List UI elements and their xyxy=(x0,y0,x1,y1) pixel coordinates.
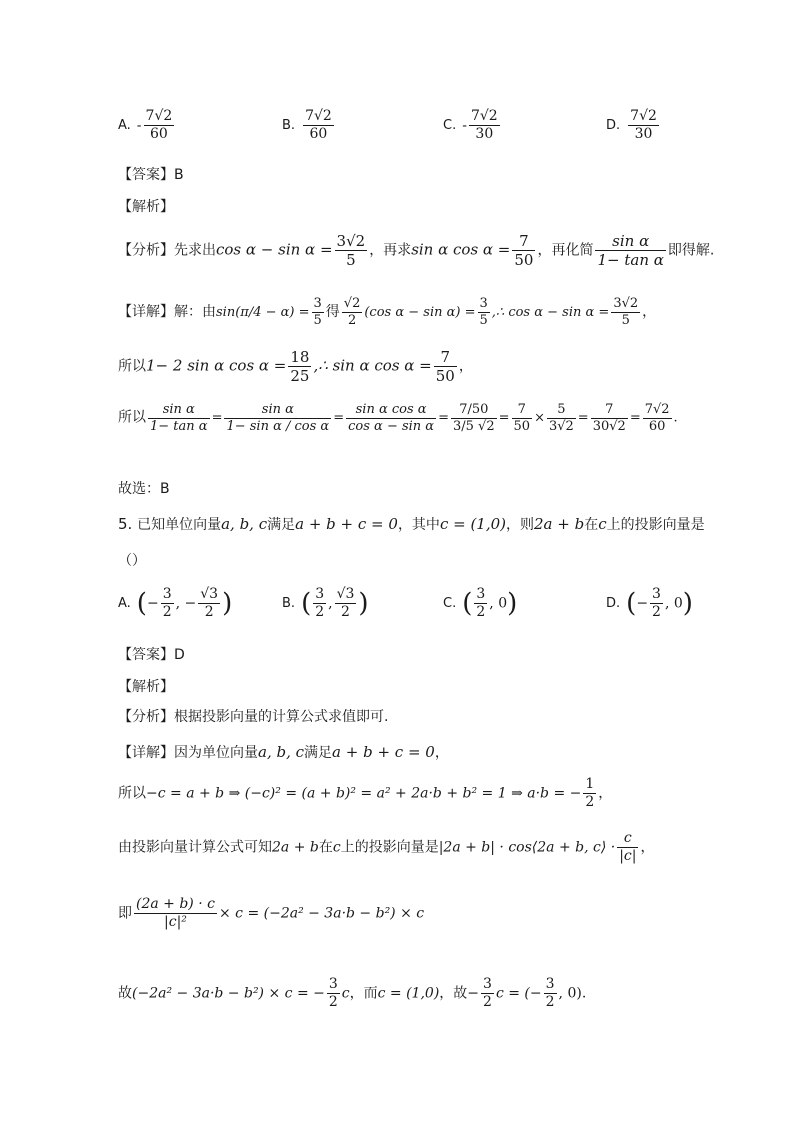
q4-option-b xyxy=(282,108,336,143)
fraction xyxy=(313,586,326,621)
math-expr: c = (1,0) xyxy=(439,515,507,533)
right-paren: ) xyxy=(222,588,233,619)
text: ，而 xyxy=(349,985,378,1002)
denominator: 50 xyxy=(513,418,531,434)
text: 即得解. xyxy=(667,242,715,259)
q4-detail-line-1 xyxy=(118,296,694,328)
option-label: B. xyxy=(282,118,296,134)
text: 上的投影向量是 xyxy=(340,839,439,856)
fraction xyxy=(611,296,640,328)
fraction xyxy=(617,830,638,865)
numerator: 3√2 xyxy=(336,232,366,250)
q4-detail-line-3: 所以 $\frac{\text{sin α}}{\text{1− tan α}}$ = $\frac{\text{sin α}}{\text{1− sin α / cos α}}$ = $\frac{\text{sin α cos α}}{\text{cos α − sin α}}$ = $\frac{7/50}{3/5 √2}$ = $\frac{7}{50}$ × $\frac{5}{3√2}$ = $\frac{7}{30√2}$ = $\frac{7√2}{60}$ . xyxy=(118,402,678,434)
text: 所以 xyxy=(118,358,146,375)
math-expr: 1− 2 sin α cos α = xyxy=(146,356,287,375)
q5-answer-line xyxy=(118,644,694,664)
math-expr: × c = (−2a² − 3a·b − b²) × c xyxy=(218,905,425,922)
q4-answer-line xyxy=(118,164,694,184)
denominator: 50 xyxy=(514,251,534,269)
detail-tag: 【详解】 xyxy=(118,304,174,321)
numerator: 3 xyxy=(162,586,172,602)
fraction xyxy=(224,402,331,434)
detail-tag: 【详解】 xyxy=(118,745,174,761)
left-paren: ( xyxy=(626,588,637,619)
numerator: 3√2 xyxy=(613,296,639,311)
q4-option-c xyxy=(443,108,502,143)
fenxi-tag: 【分析】 xyxy=(118,242,174,259)
text: 得 xyxy=(325,304,340,321)
q5-option-c xyxy=(443,586,517,621)
text: 故 xyxy=(118,985,132,1002)
fenxi-tag: 【分析】 xyxy=(118,709,174,725)
left-paren: ( xyxy=(136,588,147,619)
denominator: 1− sin α / cos α xyxy=(226,418,330,434)
math-expr: −c = a + b ⇒ (−c)² = (a + b)² = a² + 2a·b + b² = 1 ⇒ a·b = − xyxy=(146,785,582,802)
right-paren: ) xyxy=(358,588,369,619)
math-expr: 2a + b xyxy=(534,515,585,533)
math-expr: |2a + b| · cos⟨2a + b, c⟩ · xyxy=(438,839,616,856)
numerator: c xyxy=(617,830,638,848)
denominator: 5 xyxy=(346,251,356,269)
text: , 0 xyxy=(489,595,508,612)
q4-option-a xyxy=(118,108,176,143)
text: 上的投影向量是 xyxy=(606,517,705,533)
text: 所以 xyxy=(118,785,146,802)
answer-blank: （） xyxy=(118,553,146,569)
option-label: A. xyxy=(118,118,131,134)
denominator: 1− tan α xyxy=(150,418,208,434)
numerator: 3 xyxy=(483,976,492,992)
denominator: 2 xyxy=(483,993,492,1010)
text: , 0 xyxy=(664,595,683,612)
numerator: (2a + b) · c xyxy=(136,896,215,912)
numerator: 7√2 xyxy=(630,108,657,124)
q4-detail-line-2 xyxy=(118,348,694,385)
minus-sign: - xyxy=(462,117,467,134)
denominator: 60 xyxy=(648,418,666,434)
fraction xyxy=(512,402,533,434)
numerator: sin α xyxy=(595,232,665,251)
text: 满足 xyxy=(304,745,333,761)
fraction xyxy=(451,402,497,434)
denominator: 2 xyxy=(162,603,172,620)
numerator: 7 xyxy=(512,402,533,419)
text: 先求出 xyxy=(174,242,216,259)
numerator: 3 xyxy=(315,586,325,602)
fraction xyxy=(595,232,665,269)
q5-stem xyxy=(118,514,705,534)
math-expr: c = (1,0) xyxy=(377,985,440,1002)
q5-detail-line-2 xyxy=(118,776,694,811)
fraction xyxy=(643,402,672,434)
denominator: cos α − sin α xyxy=(348,418,435,434)
math-expr: a + b + c = 0 xyxy=(295,515,398,533)
fraction xyxy=(288,348,311,385)
numerator: 3 xyxy=(476,586,486,602)
denominator: 30√2 xyxy=(592,418,626,434)
numerator: 1 xyxy=(585,776,595,792)
text: 在 xyxy=(584,517,599,533)
text: ，再化简 xyxy=(537,242,594,259)
text: 所以 xyxy=(118,409,146,426)
fraction xyxy=(481,976,494,1011)
denominator: 1− tan α xyxy=(597,251,664,269)
text: − xyxy=(636,595,649,612)
denominator: 60 xyxy=(309,125,328,142)
text: 解：由 xyxy=(174,304,216,321)
text: ，其中 xyxy=(397,517,440,533)
fraction xyxy=(198,586,220,621)
denominator: |c|² xyxy=(164,913,187,930)
left-paren: ( xyxy=(301,588,312,619)
fraction xyxy=(434,348,457,385)
text: , 0). xyxy=(558,985,587,1002)
denominator: 30 xyxy=(475,125,494,142)
option-label: C. xyxy=(443,118,457,134)
q4-fenxi-line xyxy=(118,232,715,269)
denominator: 2 xyxy=(476,603,486,620)
text: 因为单位向量 xyxy=(174,745,258,761)
math-expr: ,∴ cos α − sin α = xyxy=(491,305,610,321)
denominator: 60 xyxy=(149,125,168,142)
q5-option-d xyxy=(606,586,693,621)
math-expr: c xyxy=(341,985,350,1002)
answer-tag: 【答案】 xyxy=(118,647,174,663)
fraction xyxy=(628,108,659,143)
q5-analysis-heading xyxy=(118,676,694,696)
denominator: 25 xyxy=(290,367,310,385)
math-expr: a + b + c = 0 xyxy=(332,743,435,761)
numerator: √3 xyxy=(200,586,219,602)
text: 即 xyxy=(118,905,132,922)
denominator: 30 xyxy=(634,125,653,142)
q5-detail-line-3 xyxy=(118,830,694,865)
q4-conclusion xyxy=(118,478,694,498)
option-label: D. xyxy=(606,118,621,134)
denominator: 2 xyxy=(652,603,661,620)
fraction xyxy=(312,296,324,328)
numerator: 7√2 xyxy=(305,108,332,124)
math-expr: (−2a² − 3a·b − b²) × c = − xyxy=(132,985,325,1002)
numerator: 7/50 xyxy=(451,402,497,419)
text: − xyxy=(146,595,159,612)
denominator: 2 xyxy=(545,993,555,1010)
fraction xyxy=(469,108,500,143)
q5-detail-line-4 xyxy=(118,896,694,931)
numerator: 7 xyxy=(512,232,535,251)
option-label: C. xyxy=(443,596,457,612)
text: 已知单位向量 xyxy=(137,517,222,533)
fraction xyxy=(474,586,487,621)
denominator: 3/5 √2 xyxy=(453,418,495,434)
text: . xyxy=(673,410,678,426)
text: 在 xyxy=(318,839,333,856)
q5-option-b: B. ( $\frac{3}{2}$ , $\frac{√3}{2}$ ) xyxy=(282,586,369,620)
fraction xyxy=(478,296,490,328)
numerator: 5 xyxy=(547,402,576,419)
numerator: 7√2 xyxy=(145,108,173,124)
math-expr: ,∴ sin α cos α = xyxy=(313,356,432,375)
fraction xyxy=(335,232,368,269)
denominator: 5 xyxy=(313,312,322,328)
math-expr: c = (− xyxy=(495,985,542,1002)
text: ，则 xyxy=(506,517,535,533)
denominator: 2 xyxy=(341,603,350,620)
text: 满足 xyxy=(267,517,296,533)
math-expr: sin(π/4 − α) = xyxy=(216,305,310,321)
fraction xyxy=(650,586,663,621)
option-label: D. xyxy=(606,596,621,612)
text: ，再求 xyxy=(369,242,412,259)
minus-sign: - xyxy=(136,117,142,134)
text: , − xyxy=(175,595,197,612)
text: ， xyxy=(642,304,657,321)
fraction xyxy=(342,296,363,328)
text: ， xyxy=(458,358,473,375)
denominator: 5 xyxy=(621,312,630,328)
numerator: 7√2 xyxy=(470,108,498,124)
numerator: 3 xyxy=(328,976,338,992)
text: − xyxy=(467,985,480,1002)
q5-option-a xyxy=(118,586,232,621)
numerator: 18 xyxy=(290,348,310,366)
numerator: sin α xyxy=(224,402,331,419)
fraction xyxy=(335,586,357,621)
denominator: 3√2 xyxy=(548,418,574,434)
q4-analysis-heading xyxy=(118,196,694,216)
text: 根据投影向量的计算公式求值即可. xyxy=(174,709,389,725)
numerator: 7 xyxy=(434,348,457,367)
text: 由投影向量计算公式可知 xyxy=(118,839,272,856)
q5-fenxi-line xyxy=(118,706,694,726)
fraction xyxy=(547,402,576,434)
right-paren: ) xyxy=(507,588,518,619)
numerator: 3 xyxy=(313,296,322,311)
fraction xyxy=(544,976,557,1011)
question-number: 5. xyxy=(118,515,133,533)
denominator: 5 xyxy=(479,312,488,328)
numerator: sin α xyxy=(148,402,210,419)
denominator: 2 xyxy=(585,793,595,810)
right-paren: ) xyxy=(682,588,693,619)
fraction xyxy=(161,586,174,621)
math-expr: a, b, c xyxy=(221,515,268,533)
math-expr: sin α cos α = xyxy=(411,240,511,259)
fraction xyxy=(327,976,340,1011)
option-label: A. xyxy=(118,596,131,612)
analysis-tag: 【解析】 xyxy=(118,199,174,215)
math-expr: (cos α − sin α) = xyxy=(364,305,476,321)
fraction xyxy=(583,776,596,811)
fraction xyxy=(512,232,535,269)
answer-value: B xyxy=(174,167,184,183)
text: ，故 xyxy=(439,985,468,1002)
numerator: √2 xyxy=(343,296,361,311)
numerator: sin α cos α xyxy=(346,402,436,419)
denominator: 2 xyxy=(328,993,338,1010)
math-expr: c xyxy=(332,839,341,856)
numerator: 3 xyxy=(545,976,555,992)
text: ， xyxy=(640,839,655,856)
text: ， xyxy=(598,785,613,802)
analysis-tag: 【解析】 xyxy=(118,679,174,695)
answer-tag: 【答案】 xyxy=(118,167,174,183)
left-paren: ( xyxy=(462,588,473,619)
fraction xyxy=(591,402,628,434)
q5-blank xyxy=(118,550,694,570)
fraction xyxy=(148,402,210,434)
numerator: 3 xyxy=(479,296,488,311)
math-expr: c xyxy=(598,515,607,533)
option-label: B. xyxy=(282,596,296,612)
math-expr: cos α − sin α = xyxy=(216,240,333,259)
fraction xyxy=(346,402,436,434)
math-expr: 2a + b xyxy=(272,839,319,856)
q4-option-d xyxy=(606,108,661,143)
denominator: 2 xyxy=(315,603,325,620)
numerator: 3 xyxy=(652,586,661,602)
denominator: |c| xyxy=(619,847,637,864)
denominator: 2 xyxy=(347,312,357,328)
fraction xyxy=(144,108,175,143)
text: ， xyxy=(434,745,449,761)
fraction xyxy=(303,108,334,143)
numerator: 7√2 xyxy=(644,402,670,417)
answer-value: D xyxy=(174,647,185,663)
q5-detail-line-1 xyxy=(118,742,694,762)
fraction xyxy=(134,896,217,931)
q5-detail-line-5 xyxy=(118,976,694,1011)
denominator: 2 xyxy=(204,603,214,620)
denominator: 50 xyxy=(435,367,455,385)
numerator: 7 xyxy=(591,402,628,419)
numerator: √3 xyxy=(336,586,355,602)
math-expr: a, b, c xyxy=(258,743,305,761)
text: 故选：B xyxy=(118,481,170,497)
